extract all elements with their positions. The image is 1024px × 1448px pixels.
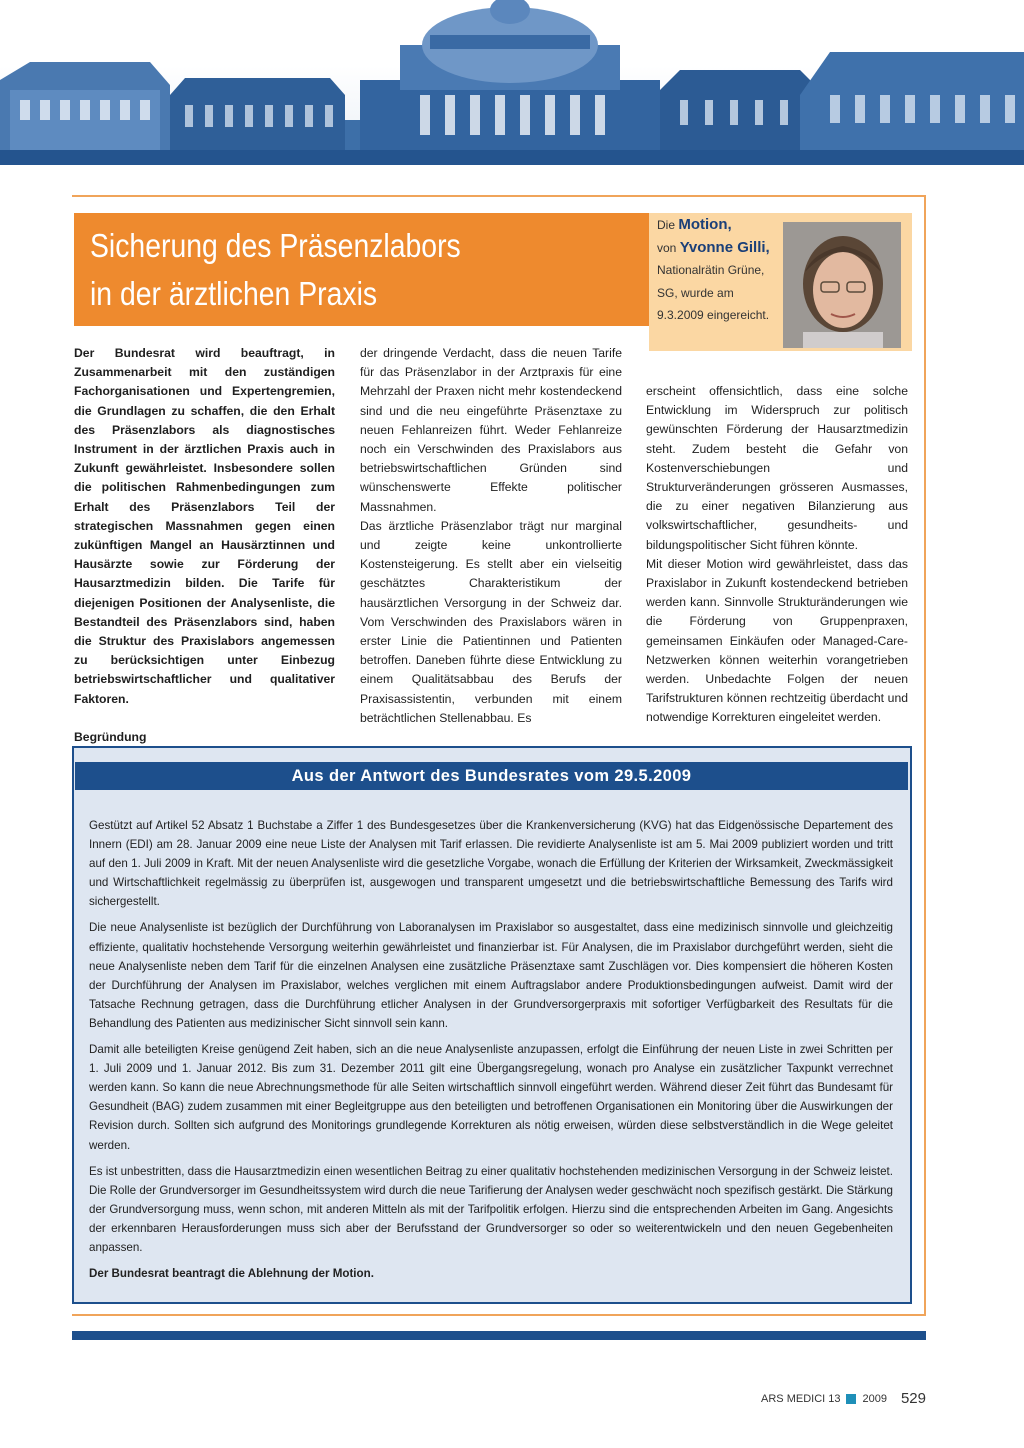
frame-top-line [72,195,926,197]
answer-paragraph-2: Die neue Analysenliste ist bezüglich der Durchführung von Laboranalysen im Praxislabor so ausgestaltet, dass eine medizinisch sinnvolle und gleichzeitig effiziente, qualitativ hochstehende Versorgung weiterhin gewährleistet und finanzierbar ist. Für Analysen, die im Praxislabor durchgeführt werden, sieht die neue Analysenliste neben dem Tarif für die einzelnen Analysen eine zusätzliche Präsenztaxe samt Zuschlägen vor. Dies kompensiert die höheren Kosten der Durchführung der Analysen im Praxislabor, welches verglichen mit einem Auftragslabor andere Produktionsbedingungen aufweist. Damit wird der Tatsache Rechnung getragen, dass die Durchführung etlicher Analysen in der Grundversorgerpraxis mit sofortiger Verfügbarkeit des Resultats für die Behandlung des Patienten aus medizinischer Sicht sinnvoll sein kann. [89,921,893,1030]
motion-date: 9.3.2009 eingereicht. [657,308,770,322]
page-footer [761,1390,926,1407]
motion-author: Yvonne Gilli, [679,238,770,256]
square-bullet-icon [846,1394,856,1404]
column-2-paragraph-2: Das ärztliche Präsenzlabor trägt nur marginal und zeigte keine unkontrollierte Kostensteigerung. Es stellt aber ein vielseitig geschätztes Charakteristikum der hausärztlichen Versorgung in der Schweiz dar. Vom Verschwinden des Praxislabors wären in erster Linie die Patientinnen und Patienten betroffen. Daneben führte diese Entwicklung zu einem Qualitätsabbau des Berufs der Praxisassistentin, verbunden mit einem beträchtlichen Stellenabbau. Es [360,518,622,725]
motion-prefix-von: von [657,240,677,255]
title-line-2: in der ärztlichen Praxis [90,275,378,312]
title-line-1: Sicherung des Präsenzlabors [90,227,461,264]
answer-title: Aus der Antwort des Bundesrates vom 29.5.2009 [291,767,692,785]
answer-paragraph-3: Damit alle beteiligten Kreise genügend Zeit haben, sich an die neue Analysenliste anzupassen, erfolgt die Einführung der neuen Liste in zwei Schritten per 1. Juli 2009 und 1. Januar 2012. Bis zum 31. Dezember 2011 gilt eine Übergangsregelung, wonach pro Analyse ein zusätzlicher Taxpunkt verrechnet werden kann. So kann die neue Abrechnungsmethode für alle Seiten wirtschaftlich sinnvoll eingeführt werden. Während dieser Zeit führt das Bundesamt für Gesundheit (BAG) zudem zusammen mit einer Begleitgruppe aus den beteiligten und betroffenen Organisationen ein Monitoring über die Auswirkungen der Revision durch. Sollten sich aufgrund des Monitorings grundlegende Korrekturen als nötig erweisen, würden diese selbstverständlich in die Wege geleitet werden. [89,1043,893,1152]
parliament-building-illustration [0,0,1024,165]
motion-canton: SG, wurde am [657,285,734,300]
portrait-photo [783,222,901,348]
motion-author-role: Nationalrätin Grüne, [657,263,765,277]
motion-prefix-die: Die [657,218,676,232]
motion-info-text [657,214,777,327]
parliament-banner [0,0,1024,165]
motion-label: Motion, [678,216,732,233]
article-column-2 [360,344,622,728]
column-3-paragraph-2: Mit dieser Motion wird gewährleistet, dass das Praxislabor in Zukunft kostendeckend betrieben werden kann. Sinnvolle Strukturänderungen wie die Förderung von Gruppenpraxen, gemeinsamen Einkäufen oder Managed-Care-Netzwerken können weiterhin vorangetrieben werden. Unbedachte Folgen der neuen Tarifstrukturen können rechtzeitig überdacht und notwendige Korrekturen eingeleitet werden. [646,556,908,725]
column-3-paragraph-1: erscheint offensichtlich, dass eine solche Entwicklung im Widerspruch zur politisch gewünschten Förderung der Hausarztmedizin steht. Zudem besteht die Gefahr von Kostenverschiebungen und Strukturveränderungen grösseren Ausmasses, die zu einer negativen Bilanzierung aus volkswirtschaftlicher, gesundheits- und bildungspolitischer Sicht führen könnte. [646,384,908,552]
frame-right-line [924,195,926,1315]
answer-body [89,816,893,1290]
page-number: 529 [900,1390,926,1407]
bottom-rule [72,1331,926,1340]
portrait-image [783,222,901,348]
journal-year: 2009 [862,1392,887,1405]
journal-name: ARS MEDICI 13 [761,1392,841,1405]
answer-conclusion: Der Bundesrat beantragt die Ablehnung der Motion. [89,1267,374,1281]
answer-paragraph-1: Gestützt auf Artikel 52 Absatz 1 Buchstabe a Ziffer 1 des Bundesgesetzes über die Krankenversicherung (KVG) hat das Eidgenössische Departement des Innern (EDI) am 28. Januar 2009 eine neue Liste der Analysen mit Tarif erlassen. Die revidierte Analysenliste ist am 5. Mai 2009 publiziert worden und tritt auf den 1. Juli 2009 in Kraft. Mit der neuen Analysenliste wird die gesetzliche Vorgabe, wonach die Erfüllung der Kriterien der Wirksamkeit, Zweckmässigkeit und Wirtschaftlichkeit regelmässig zu überprüfen ist, ausgewogen und transparent umgesetzt und die betriebswirtschaftliche Bemessung des Tarifs wird sichergestellt. [89,819,893,909]
answer-paragraph-4: Es ist unbestritten, dass die Hausarztmedizin einen wesentlichen Beitrag zu einer qualitativ hochstehenden medizinischen Versorgung in der Schweiz leistet. Die Rolle der Grundversorger im Gesundheitssystem wird durch die neue Tarifierung der Analysen weder geschwächt noch spezifisch gestärkt. Die Stärkung der Grundversorgung muss, wenn schon, mit anderen Mitteln als mit der Tarifpolitik erfolgen. Hierzu sind die entsprechenden Arbeiten im Gang. Angesichts der erkennbaren Herausforderungen muss sich aber der Berufsstand der Grundversorger so oder so weiterentwickeln und den neuen Gegebenheiten anpassen. [89,1164,893,1254]
article-column-3 [646,382,908,728]
article-title [90,222,640,318]
frame-bottom-line [72,1314,926,1316]
article-column-1 [74,344,335,785]
motion-request-text: Der Bundesrat wird beauftragt, in Zusammenarbeit mit den zuständigen Fachorganisationen und Expertengremien, die Grundlagen zu schaffen, die den Erhalt des Präsenzlabors als diagnostisches Instrument in der ärztlichen Praxis auch in Zukunft gewährleistet. Insbesondere sollen die politischen Rahmenbedingungen zum Erhalt des Präsenzlabors Teil der strategischen Massnahmen gegen einen zukünftigen Mangel an Hausärztinnen und Hausärzte sowie zur Förderung der Hausarztmedizin bilden. Die Tarife für diejenigen Positionen der Analysenliste, die Bestandteil des Präsenzlabors sind, haben die Struktur des Praxislabors angemessen zu berücksichtigen unter Einbezug betriebswirtschaftlicher und qualitativer Faktoren. [74,346,335,706]
section-heading-begruendung: Begründung [74,729,147,744]
column-2-paragraph-1: der dringende Verdacht, dass die neuen Tarife für das Präsenzlabor in der Arztpraxis für eine Mehrzahl der Praxen nicht mehr kostendeckend sind und die neu eingeführte Präsenztaxe zu neuen Fehlanreizen führt. Weder Fehlanreize noch ein Verschwinden des Praxislabors aus betriebswirtschaftlichen Gründen sind wünschenswerte Effekte politischer Massnahmen. [360,346,622,514]
